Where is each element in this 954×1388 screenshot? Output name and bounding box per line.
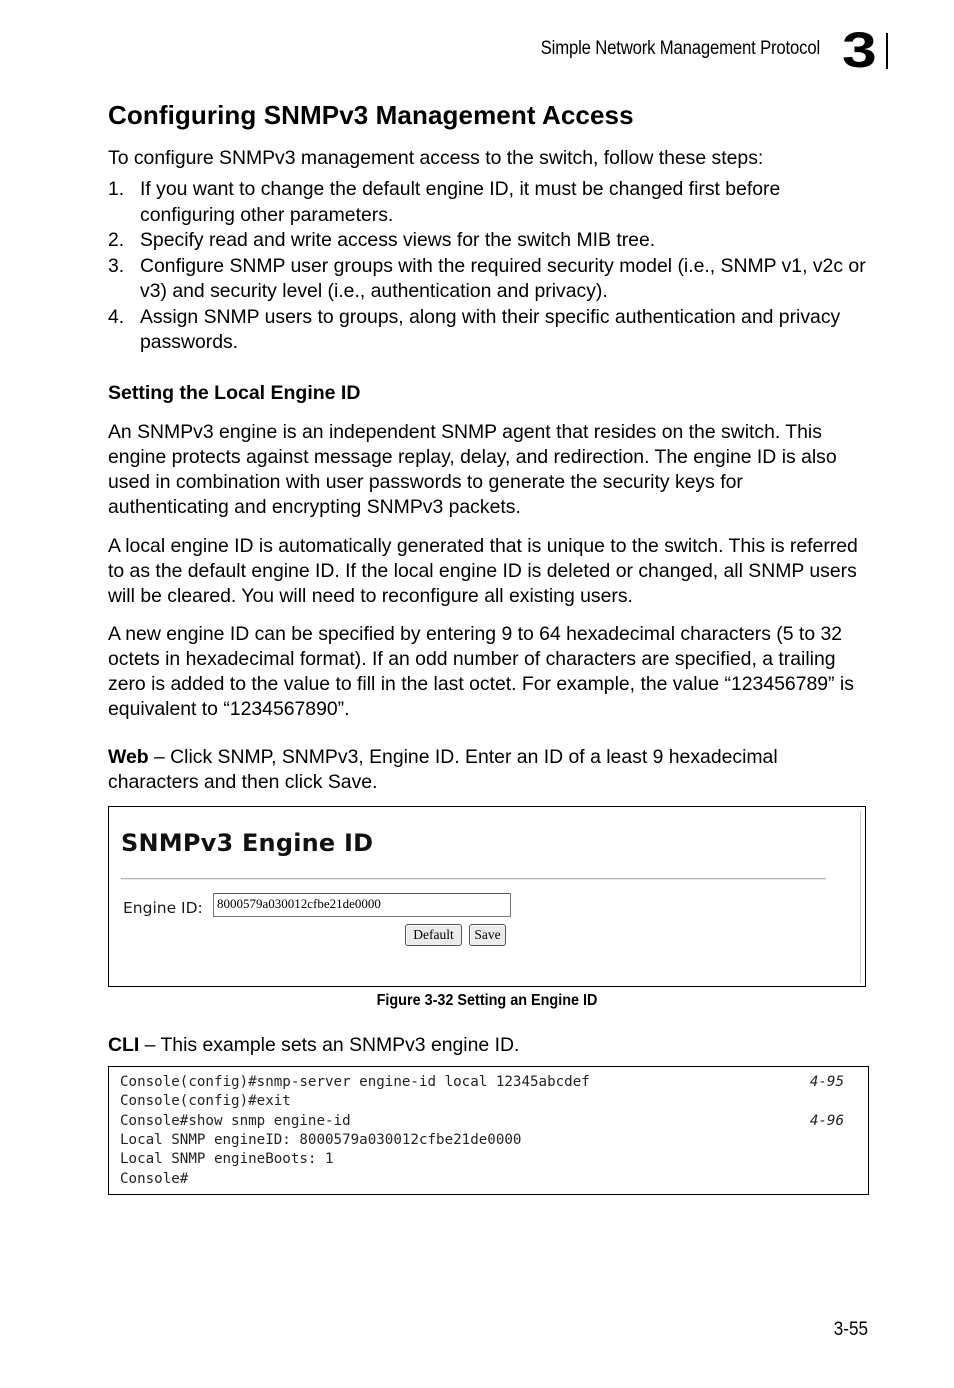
ui-page-title: SNMPv3 Engine ID [121, 829, 374, 857]
cli-code-block [108, 1066, 869, 1195]
figure-caption: Figure 3-32 Setting an Engine ID [376, 992, 598, 1009]
default-button[interactable]: Default [405, 924, 462, 946]
code-text: Console(config)#exit [120, 1093, 291, 1109]
code-text: Console#show snmp engine-id [120, 1113, 351, 1129]
chapter-number: 3 [842, 22, 877, 78]
code-text: Console# [120, 1171, 189, 1187]
new-engine-paragraph: A new engine ID can be specified by entering 9 to 64 hexadecimal characters (5 to 32 octets in hexadecimal format). If an odd number of characters are specified, a trailing zero is added to the value to fill in the last octet. For example, the value “123456789” is equivalent to “1234567890”. [108, 623, 854, 720]
code-text: Console(config)#snmp-server engine-id local 12345abcdef [120, 1074, 590, 1090]
web-text: – Click SNMP, SNMPv3, Engine ID. Enter an ID of a least 9 hexadecimal characters and then click Save. [108, 746, 778, 793]
code-text: Local SNMP engineID: 8000579a030012cfbe21de0000 [120, 1132, 522, 1148]
command-reference: 4-96 [809, 1113, 844, 1129]
web-instructions [108, 745, 868, 795]
subsection-title: Setting the Local Engine ID [108, 382, 361, 404]
steps-list [108, 177, 868, 356]
step-number: 3. [108, 254, 125, 277]
engine-id-field[interactable]: 8000579a030012cfbe21de0000 [213, 893, 511, 917]
cli-intro [108, 1033, 868, 1058]
code-line [120, 1092, 844, 1111]
list-item [108, 254, 868, 305]
chapter-divider [886, 33, 888, 69]
running-header: Simple Network Management Protocol [540, 38, 820, 59]
code-line [120, 1073, 844, 1092]
list-item [108, 305, 868, 356]
step-text: Assign SNMP users to groups, along with their specific authentication and privacy passwords. [140, 305, 841, 353]
page-number: 3-55 [833, 1319, 868, 1340]
section-title: Configuring SNMPv3 Management Access [108, 100, 634, 130]
engine-id-label: Engine ID: [123, 899, 203, 917]
step-number: 1. [108, 178, 125, 200]
web-label: Web [108, 746, 149, 768]
scrollbar-edge [860, 811, 861, 983]
cli-label: CLI [108, 1034, 140, 1056]
default-engine-paragraph: A local engine ID is automatically generated that is unique to the switch. This is referred to as the default engine ID. If the local engine ID is deleted or changed, all SNMP users will be cleared. You will need to reconfigure all existing users. [108, 535, 858, 607]
list-item [108, 228, 868, 254]
code-text: Local SNMP engineBoots: 1 [120, 1151, 334, 1167]
engine-id-screenshot [108, 806, 866, 987]
step-text: If you want to change the default engine ID, it must be changed first before configuring other parameters. [140, 178, 781, 226]
step-number: 4. [108, 305, 125, 328]
code-line [120, 1131, 844, 1150]
command-reference: 4-95 [809, 1074, 844, 1090]
save-button[interactable]: Save [469, 924, 506, 946]
code-line [120, 1170, 844, 1189]
step-number: 2. [108, 229, 125, 251]
engine-description-paragraph: An SNMPv3 engine is an independent SNMP agent that resides on the switch. This engine protects against message replay, delay, and redirection. The engine ID is also used in combination with user passwords to generate the security keys for authenticating and encrypting SNMPv3 packets. [108, 421, 837, 518]
code-line [120, 1112, 844, 1131]
ui-divider [121, 878, 826, 880]
step-text: Specify read and write access views for the switch MIB tree. [140, 229, 656, 251]
list-item [108, 177, 868, 228]
step-text: Configure SNMP user groups with the required security model (i.e., SNMP v1, v2c or v3) and security level (i.e., authentication and privacy). [140, 254, 866, 302]
cli-text: – This example sets an SNMPv3 engine ID. [139, 1034, 520, 1056]
intro-paragraph: To configure SNMPv3 management access to the switch, follow these steps: [108, 147, 764, 169]
code-line [120, 1150, 844, 1169]
